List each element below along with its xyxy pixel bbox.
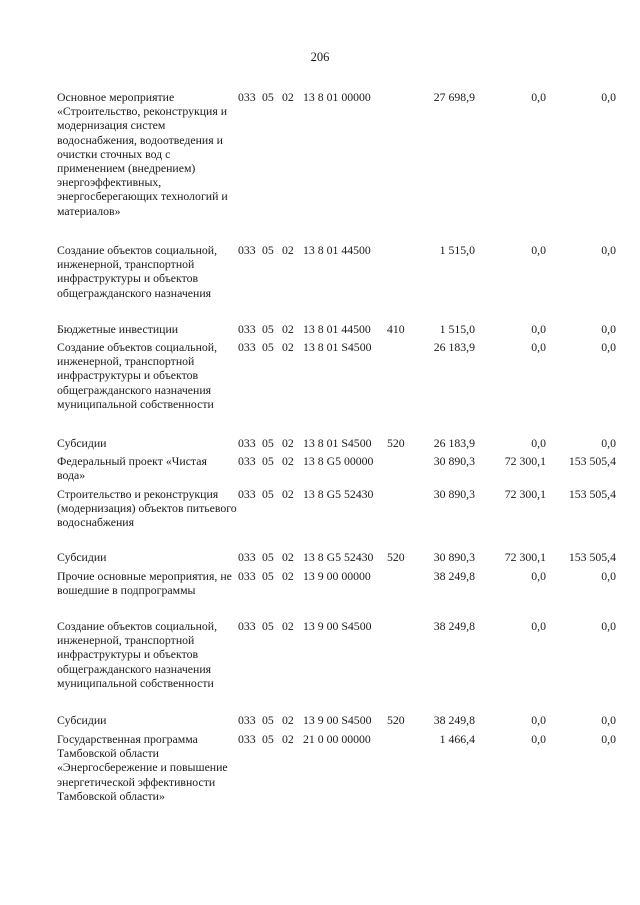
row-section: 05 (262, 90, 274, 104)
row-section: 05 (262, 550, 274, 564)
row-name: Бюджетные инвестиции (57, 322, 179, 336)
row-name: Субсидии (57, 550, 107, 564)
row-subsection: 02 (282, 713, 294, 727)
row-amount-1: 27 698,9 (433, 90, 475, 104)
row-target-article: 13 9 00 00000 (303, 569, 371, 583)
row-admin-code: 033 (238, 436, 256, 450)
row-subsection: 02 (282, 619, 294, 633)
row-section: 05 (262, 619, 274, 633)
row-admin-code: 033 (238, 619, 256, 633)
row-amount-1: 1 515,0 (439, 243, 475, 257)
row-admin-code: 033 (238, 90, 256, 104)
row-amount-2: 0,0 (531, 732, 546, 746)
row-amount-1: 30 890,3 (433, 454, 475, 468)
row-section: 05 (262, 454, 274, 468)
row-amount-2: 0,0 (531, 243, 546, 257)
row-section: 05 (262, 569, 274, 583)
row-section: 05 (262, 713, 274, 727)
row-subsection: 02 (282, 487, 294, 501)
page-number: 206 (310, 50, 330, 64)
row-subsection: 02 (282, 454, 294, 468)
row-amount-3: 0,0 (601, 322, 616, 336)
row-target-article: 13 8 01 00000 (303, 90, 371, 104)
row-amount-3: 0,0 (601, 243, 616, 257)
row-amount-2: 72 300,1 (504, 454, 546, 468)
row-amount-3: 0,0 (601, 713, 616, 727)
row-name: Субсидии (57, 713, 107, 727)
row-subsection: 02 (282, 340, 294, 354)
row-amount-1: 38 249,8 (433, 619, 475, 633)
row-expense-type: 520 (387, 550, 405, 564)
row-amount-3: 153 505,4 (568, 487, 616, 501)
row-section: 05 (262, 487, 274, 501)
row-amount-2: 0,0 (531, 619, 546, 633)
row-name: Основное мероприятие «Строительство, реконструкция и модернизация систем водоснабжения, водоотведения и очистки сточных вод с применением (внедрением) энергоэффективных, энергосберегающих технологий и материалов» (57, 90, 228, 218)
row-section: 05 (262, 322, 274, 336)
row-admin-code: 033 (238, 550, 256, 564)
row-expense-type: 520 (387, 713, 405, 727)
row-target-article: 13 8 G5 00000 (303, 454, 374, 468)
row-amount-3: 0,0 (601, 732, 616, 746)
row-subsection: 02 (282, 732, 294, 746)
row-target-article: 13 8 G5 52430 (303, 487, 374, 501)
row-admin-code: 033 (238, 243, 256, 257)
row-section: 05 (262, 243, 274, 257)
row-amount-2: 0,0 (531, 436, 546, 450)
row-admin-code: 033 (238, 322, 256, 336)
row-amount-2: 72 300,1 (504, 487, 546, 501)
row-admin-code: 033 (238, 732, 256, 746)
row-expense-type: 520 (387, 436, 405, 450)
row-admin-code: 033 (238, 454, 256, 468)
row-amount-1: 38 249,8 (433, 713, 475, 727)
row-amount-1: 1 515,0 (439, 322, 475, 336)
row-amount-1: 26 183,9 (433, 436, 475, 450)
row-target-article: 13 9 00 S4500 (303, 619, 372, 633)
row-amount-1: 30 890,3 (433, 487, 475, 501)
row-subsection: 02 (282, 436, 294, 450)
row-name: Государственная программа Тамбовской области «Энергосбережение и повышение энергетической эффективности Тамбовской области» (57, 732, 228, 803)
row-target-article: 13 9 00 S4500 (303, 713, 372, 727)
row-amount-3: 0,0 (601, 569, 616, 583)
row-amount-2: 0,0 (531, 322, 546, 336)
row-section: 05 (262, 340, 274, 354)
row-subsection: 02 (282, 322, 294, 336)
row-subsection: 02 (282, 90, 294, 104)
row-amount-1: 1 466,4 (439, 732, 475, 746)
row-admin-code: 033 (238, 487, 256, 501)
row-amount-3: 0,0 (601, 619, 616, 633)
row-amount-2: 0,0 (531, 569, 546, 583)
row-amount-3: 0,0 (601, 436, 616, 450)
row-name: Создание объектов социальной, инженерной, транспортной инфраструктуры и объектов общегражданского назначения муниципальной собственности (57, 619, 218, 690)
row-target-article: 13 8 01 44500 (303, 322, 371, 336)
row-amount-3: 0,0 (601, 90, 616, 104)
row-target-article: 21 0 00 00000 (303, 732, 371, 746)
row-target-article: 13 8 01 S4500 (303, 340, 372, 354)
row-amount-2: 72 300,1 (504, 550, 546, 564)
row-expense-type: 410 (387, 322, 405, 336)
row-target-article: 13 8 G5 52430 (303, 550, 374, 564)
row-subsection: 02 (282, 569, 294, 583)
row-amount-3: 153 505,4 (568, 550, 616, 564)
row-admin-code: 033 (238, 713, 256, 727)
row-admin-code: 033 (238, 569, 256, 583)
row-target-article: 13 8 01 S4500 (303, 436, 372, 450)
row-amount-2: 0,0 (531, 713, 546, 727)
row-target-article: 13 8 01 44500 (303, 243, 371, 257)
row-name: Создание объектов социальной, инженерной, транспортной инфраструктуры и объектов общегражданского назначения (57, 243, 218, 300)
row-amount-2: 0,0 (531, 90, 546, 104)
row-amount-1: 26 183,9 (433, 340, 475, 354)
row-subsection: 02 (282, 550, 294, 564)
row-name: Прочие основные мероприятия, не вошедшие в подпрограммы (57, 569, 232, 598)
row-name: Федеральный проект «Чистая вода» (57, 454, 207, 483)
row-name: Строительство и реконструкция (модернизация) объектов питьевого водоснабжения (57, 487, 237, 530)
row-admin-code: 033 (238, 340, 256, 354)
row-section: 05 (262, 436, 274, 450)
row-amount-3: 0,0 (601, 340, 616, 354)
row-amount-1: 30 890,3 (433, 550, 475, 564)
row-name: Создание объектов социальной, инженерной, транспортной инфраструктуры и объектов общегражданского назначения муниципальной собственности (57, 340, 218, 411)
row-amount-3: 153 505,4 (568, 454, 616, 468)
row-name: Субсидии (57, 436, 107, 450)
row-amount-1: 38 249,8 (433, 569, 475, 583)
row-section: 05 (262, 732, 274, 746)
row-amount-2: 0,0 (531, 340, 546, 354)
row-subsection: 02 (282, 243, 294, 257)
